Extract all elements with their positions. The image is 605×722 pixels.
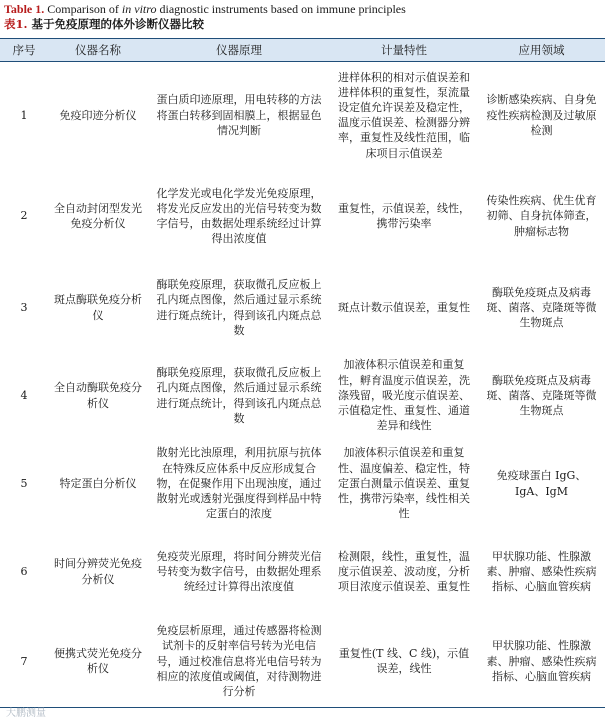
comparison-table <box>0 38 605 708</box>
table-row <box>0 528 605 616</box>
cell-metrology: 重复性，示值误差，线性，携带污染率 <box>338 201 470 230</box>
cell-principle: 免疫层析原理，通过传感器将检测试剂卡的反射率信号转为光电信号，通过校准信息将光电信号转为相应的浓度值或阈值，对待测物进行分析 <box>148 616 330 708</box>
watermark-logo: 大鹏测量 <box>6 708 46 719</box>
caption-english <box>4 2 406 17</box>
table-row <box>0 264 605 352</box>
header-no: 序号 <box>0 39 48 62</box>
cell-name: 全自动封闭型发光免疫分析仪 <box>54 201 142 230</box>
table-row <box>0 62 605 169</box>
cell-metrology: 重复性(T 线、C 线)，示值误差，线性 <box>330 616 478 708</box>
header-name: 仪器名称 <box>48 39 148 62</box>
cell-no: 4 <box>20 388 28 402</box>
cell-principle: 散射光比浊原理，利用抗原与抗体在特殊反应体系中反应形成复合物，在促聚作用下出现浊度，通过散射光或透射光强度得到样品中特定蛋白的浓度 <box>156 446 322 521</box>
table-caption <box>4 2 406 32</box>
cell-name: 全自动酶联免疫分析仪 <box>54 381 142 410</box>
cell-application: 甲状腺功能、性腺激素、肿瘤、感染性疾病指标、心脑血管疾病 <box>486 549 597 594</box>
caption-text-en-2: diagnostic instruments based on immune principles <box>156 2 406 16</box>
cell-principle: 酶联免疫原理，获取微孔反应板上孔内斑点图像，然后通过显示系统进行斑点统计，得到该孔内斑点总数 <box>156 278 322 337</box>
header-metrology: 计量特性 <box>330 39 478 62</box>
cell-name: 特定蛋白分析仪 <box>59 476 137 490</box>
table-row <box>0 616 605 708</box>
caption-text-en-italic: in vitro <box>121 2 157 16</box>
cell-no: 2 <box>20 209 28 223</box>
caption-text-zh: 基于免疫原理的体外诊断仪器比较 <box>27 17 205 31</box>
cell-principle: 蛋白质印迹原理，用电转移的方法将蛋白转移到固相膜上，根据显色情况判断 <box>156 93 322 137</box>
cell-no: 3 <box>20 300 28 314</box>
cell-metrology: 斑点计数示值误差，重复性 <box>338 300 470 314</box>
cell-application: 酶联免疫斑点及病毒斑、菌落、克隆斑等微生物斑点 <box>486 373 597 418</box>
table-row <box>0 440 605 528</box>
cell-metrology: 检测限，线性，重复性，温度示值误差、波动度，分析项目浓度示值误差、重复性 <box>338 549 470 594</box>
cell-application: 诊断感染疾病、自身免疫性疾病检测及过敏原检测 <box>486 93 597 137</box>
cell-metrology: 加液体积示值误差和重复性，孵育温度示值误差，洗涤残留，吸光度示值误差、示值稳定性、重复性、通道差异和线性 <box>338 358 470 433</box>
cell-name: 斑点酶联免疫分析仪 <box>54 293 142 322</box>
header-application: 应用领域 <box>478 39 605 62</box>
cell-application: 酶联免疫斑点及病毒斑、菌落、克隆斑等微生物斑点 <box>486 285 597 330</box>
cell-application: 甲状腺功能、性腺激素、肿瘤、感染性疾病指标、心脑血管疾病 <box>478 616 605 708</box>
caption-text-en-1: Comparison of <box>44 2 122 16</box>
table-row <box>0 169 605 264</box>
cell-metrology: 加液体积示值误差和重复性、温度偏差、稳定性，特定蛋白测量示值误差、重复性，携带污染率，线性相关性 <box>338 446 470 521</box>
cell-name: 免疫印迹分析仪 <box>59 108 137 122</box>
cell-principle: 化学发光或电化学发光免疫原理，将发光反应发出的光信号转变为数字信号，由数据处理系统经过计算得出浓度值 <box>156 186 322 246</box>
cell-principle: 酶联免疫原理，获取微孔反应板上孔内斑点图像，然后通过显示系统进行斑点统计，得到该孔内斑点总数 <box>156 366 322 425</box>
caption-chinese <box>4 17 406 32</box>
cell-metrology: 进样体积的相对示值误差和进样体积的重复性，泵流量设定值允许误差及稳定性，温度示值误差、检测器分辨率，重复性及线性范围，临床项目示值误差 <box>338 70 470 160</box>
header-principle: 仪器原理 <box>148 39 330 62</box>
cell-no: 6 <box>20 564 28 578</box>
cell-application: 免疫球蛋白 IgG、IgA、IgM <box>496 469 587 498</box>
table-header-row <box>0 39 605 62</box>
cell-application: 传染性疾病、优生优育初筛、自身抗体筛查，肿瘤标志物 <box>486 194 597 238</box>
cell-no: 1 <box>20 108 28 122</box>
caption-label-zh: 表1. <box>4 17 28 31</box>
table-row <box>0 352 605 440</box>
cell-no: 5 <box>20 476 28 490</box>
cell-no: 7 <box>0 616 48 708</box>
cell-principle: 免疫荧光原理，将时间分辨荧光信号转变为数字信号，由数据处理系统经过计算得出浓度值 <box>156 549 322 594</box>
cell-name: 时间分辨荧光免疫分析仪 <box>54 557 142 586</box>
cell-name: 便携式荧光免疫分析仪 <box>48 616 148 708</box>
caption-label-en: Table 1. <box>4 2 45 16</box>
